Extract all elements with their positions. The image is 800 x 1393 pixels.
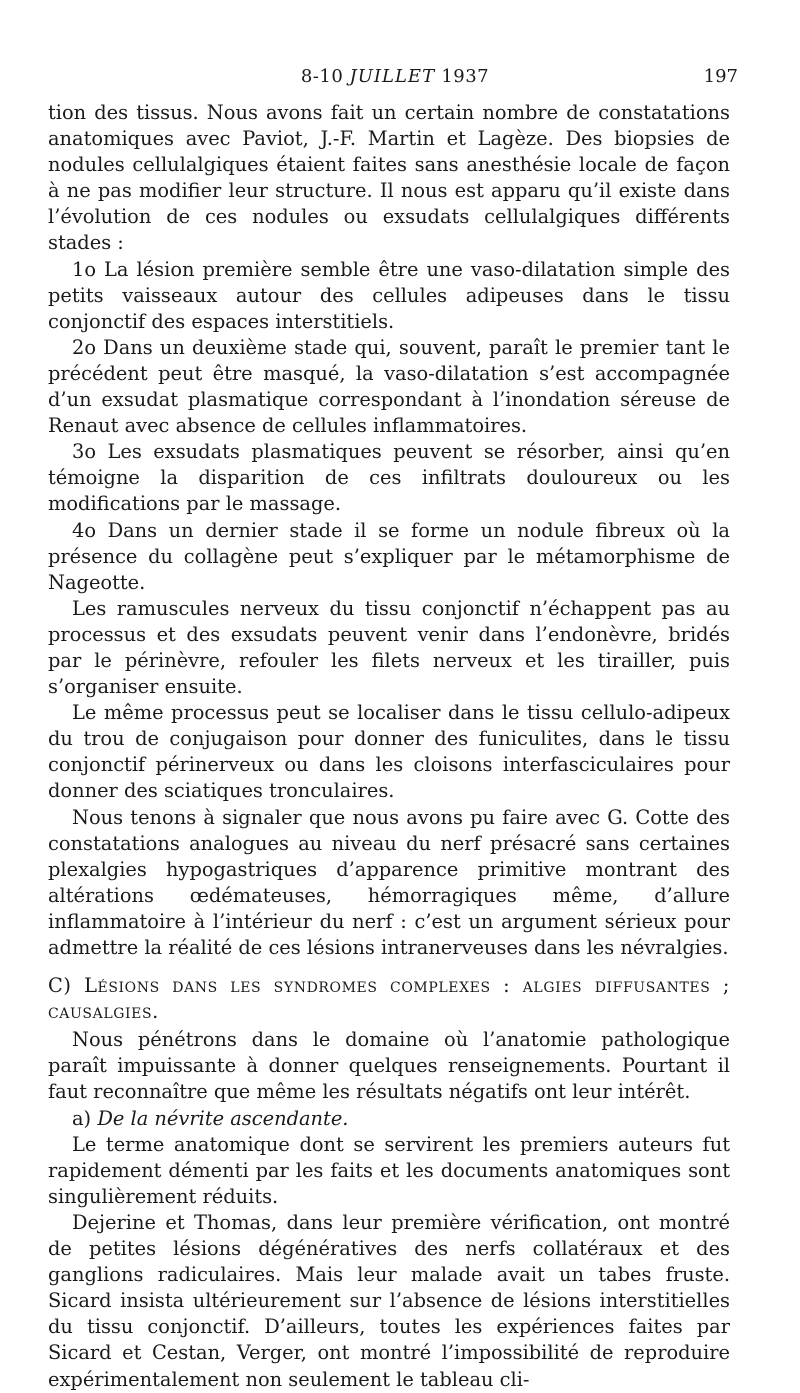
- paragraph: 2o Dans un deuxième stade qui, souvent, paraît le premier tant le précédent peut être masqué, la vaso-dilatation s’est accompagnée d’un exsudat plasmatique correspondant à l’inondation séreuse de Renaut avec absence de cellules inflammatoires.: [48, 335, 730, 438]
- paragraph: Les ramuscules nerveux du tissu conjonctif n’échappent pas au processus et des exsudats peuvent venir dans l’endonèvre, bridés par le périnèvre, refouler les filets nerveux et les tirailler, puis s’organiser ensuite.: [48, 596, 730, 699]
- paragraph: Nous tenons à signaler que nous avons pu faire avec G. Cotte des constatations analogues au niveau du nerf présacré sans certaines plexalgies hypogastriques d’apparence primitive montrant des altérations œdémateuses, hémorragiques même, d’allure inflammatoire à l’intérieur du nerf : c’est un argument sérieux pour admettre la réalité de ces lésions intranerveuses dans les névralgies.: [48, 805, 730, 959]
- running-head-day: 8-10: [300, 66, 344, 87]
- running-head: [52, 66, 738, 92]
- running-head-month: JUILLET: [349, 66, 436, 87]
- subheading-letter: a): [72, 1106, 92, 1130]
- subheading-title: De la névrite ascendante.: [97, 1106, 349, 1130]
- paragraph: Le terme anatomique dont se servirent les premiers auteurs fut rapidement démenti par les faits et les documents anatomiques sont singulièrement réduits.: [48, 1132, 730, 1208]
- paragraph: Dejerine et Thomas, dans leur première vérification, ont montré de petites lésions dégénératives des nerfs collatéraux et des ganglions radiculaires. Mais leur malade avait un tabes fruste. Sicard insista ultérieurement sur l’absence de lésions interstitielles du tissu conjonctif. D’ailleurs, toutes les expériences faites par Sicard et Cestan, Verger, ont montré l’impossibilité de reproduire expérimentalement non seulement le tableau cli-: [48, 1210, 730, 1391]
- body-text: [48, 100, 730, 1393]
- running-head-date: [52, 66, 738, 87]
- paragraph: 3o Les exsudats plasmatiques peuvent se résorber, ainsi qu’en témoigne la disparition de ces infiltrats douloureux ou les modifications par le massage.: [48, 440, 730, 516]
- paragraph: Nous pénétrons dans le domaine où l’anatomie pathologique paraît impuissante à donner quelques renseignements. Pourtant il faut reconnaître que même les résultats négatifs ont leur intérêt.: [48, 1028, 730, 1104]
- page-number: 197: [703, 66, 738, 87]
- section-heading: C) Lésions dans les syndromes complexes : algies diffusantes ; causalgies.: [48, 974, 730, 1024]
- paragraph: tion des tissus. Nous avons fait un certain nombre de constatations anatomiques avec Paviot, J.-F. Martin et Lagèze. Des biopsies de nodules cellulalgiques étaient faites sans anesthésie locale de façon à ne pas modifier leur structure. Il nous est apparu qu’il existe dans l’évolution de ces nodules ou exsudats cellulalgiques différents stades :: [48, 101, 730, 255]
- running-head-year: 1937: [441, 66, 490, 87]
- paragraph: 1o La lésion première semble être une vaso-dilatation simple des petits vaisseaux autour des cellules adipeuses dans le tissu conjonctif des espaces interstitiels.: [48, 257, 730, 333]
- paragraph: 4o Dans un dernier stade il se forme un nodule fibreux où la présence du collagène peut s’expliquer par le métamorphisme de Nageotte.: [48, 518, 730, 594]
- paragraph: Le même processus peut se localiser dans le tissu cellulo-adipeux du trou de conjugaison pour donner des funiculites, dans le tissu conjonctif périnerveux ou dans les cloisons interfasciculaires pour donner des sciatiques tronculaires.: [48, 701, 730, 803]
- subheading: [48, 1106, 730, 1132]
